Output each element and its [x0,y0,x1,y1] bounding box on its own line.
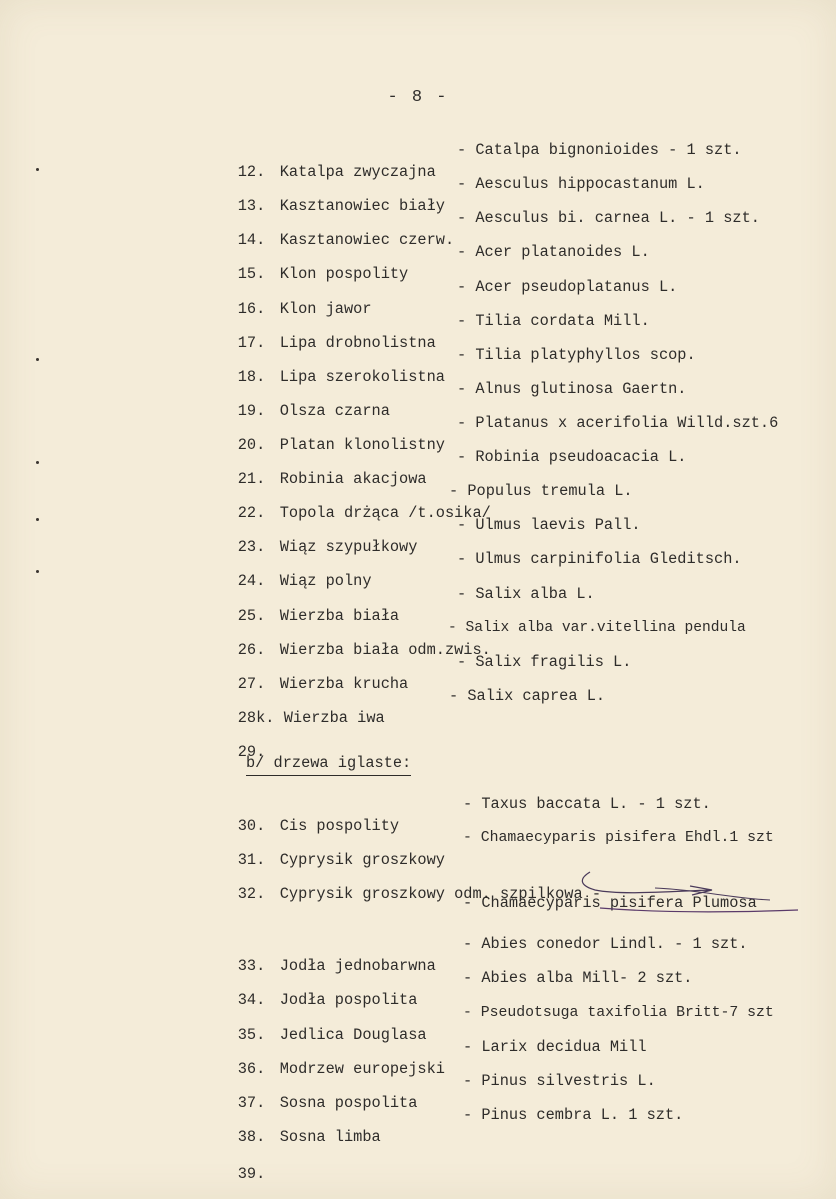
latin-name: - Salix alba var.vitellina pendula [448,620,746,636]
section-heading: b/ drzewa iglaste: [246,752,411,776]
polish-name: Katalpa zwyczajna [279,163,436,181]
polish-name: Robinia akacjowa [279,470,427,488]
margin-dot [36,358,39,361]
latin-name: - Catalpa bignonioides - 1 szt. [457,141,742,159]
polish-name: Jodła jednobarwna [279,957,436,975]
list-item [201,207,760,249]
list-item [201,1002,774,1044]
entry-number: 32. [237,885,266,903]
latin-name: - Populus tremula L. [449,482,633,500]
polish-name: Cyprysik groszkowy [279,851,445,869]
entry-number: 18. [237,368,266,386]
entry-number: 34. [237,991,266,1009]
polish-name: Jodła pospolita [279,991,418,1009]
list-item [201,1070,656,1112]
entry-number: 23. [237,538,266,556]
entry-number: 13. [237,197,266,215]
entry-number: 22. [237,504,266,522]
list-item [201,310,650,352]
latin-name: - Salix alba L. [457,585,595,603]
margin-dot [36,570,39,573]
list-item [201,173,705,215]
list-item [201,514,641,556]
latin-name: - Chamaecyparis pisifera Ehdl.1 szt [463,830,774,846]
list-item [201,412,779,454]
polish-name: Topola drżąca /t.osika/ [279,504,491,522]
entry-number: 35. [237,1026,266,1044]
latin-name: - Platanus x acerifolia Willd.szt.6 [457,414,779,432]
list-item [201,139,742,181]
entry-number: 14. [237,231,266,249]
page-number: - 8 - [387,88,449,107]
polish-name: Sosna pospolita [279,1094,418,1112]
polish-name: Kasztanowiec czerw. [279,231,455,249]
list-item [201,617,746,659]
entry-number: 21. [237,470,266,488]
latin-name: - Robinia pseudoacacia L. [457,448,687,466]
latin-name: - Abies alba Mill- 2 szt. [463,969,693,987]
latin-name: - Taxus baccata L. - 1 szt. [463,795,711,813]
entry-number: 36. [237,1060,266,1078]
polish-name: Wiąz polny [279,572,372,590]
latin-name: - Pinus silvestris L. [463,1072,656,1090]
polish-name: Klon pospolity [279,265,409,283]
list-item [201,378,687,420]
polish-name: Wierzba krucha [279,675,409,693]
list-item [201,276,678,318]
latin-name: - Alnus glutinosa Gaertn. [457,380,687,398]
polish-name: Klon jawor [279,300,372,318]
margin-dot [36,168,39,171]
list-item [201,548,742,590]
margin-dot [36,461,39,464]
polish-name: Wierzba iwa [283,709,385,727]
latin-name: - Acer platanoides L. [457,243,650,261]
list-item [201,827,774,869]
entry-number: 24. [237,572,266,590]
entry-32-continuation: - Chamaecyparis pisifera Plumosa [463,894,757,912]
entry-number: 30. [237,817,266,835]
entry-number: 25. [237,607,266,625]
list-item [201,685,606,727]
latin-name: - Salix fragilis L. [457,653,632,671]
entry-number: 20. [237,436,266,454]
latin-name: - Abies conedor Lindl. - 1 szt. [463,935,748,953]
entry-number: 37. [237,1094,266,1112]
list-item [201,480,633,522]
polish-name: Jedlica Douglasa [279,1026,427,1044]
list-item [201,719,280,761]
entry-number: 12. [237,163,266,181]
entry-number: 16. [237,300,266,318]
polish-name: Lipa szerokolistna [279,368,445,386]
entry-number: 38. [237,1128,266,1146]
list-item [201,967,693,1009]
latin-name: - Ulmus laevis Pall. [457,516,641,534]
list-item [201,446,687,488]
polish-name: Olsza czarna [279,402,390,420]
entry-number: 29. [237,743,266,761]
entry-number: 33. [237,957,266,975]
latin-name: - Tilia cordata Mill. [457,312,650,330]
list-item [201,241,650,283]
list-item [201,583,595,625]
latin-name: - Pseudotsuga taxifolia Britt-7 szt [463,1005,774,1021]
list-item [201,861,602,903]
polish-name: Modrzew europejski [279,1060,445,1078]
polish-name: Platan klonolistny [279,436,445,454]
entry-number: 26. [237,641,266,659]
latin-name: - Pinus cembra L. 1 szt. [463,1106,684,1124]
list-item [201,651,632,693]
latin-name: - Acer pseudoplatanus L. [457,278,678,296]
entry-number: 31. [237,851,266,869]
entry-number: 28k. [237,709,275,727]
margin-dot [36,518,39,521]
latin-name: - Tilia platyphyllos scop. [457,346,696,364]
entry-number: 17. [237,334,266,352]
latin-name: - Salix caprea L. [449,687,606,705]
latin-name: - Ulmus carpinifolia Gleditsch. [457,550,742,568]
list-item [201,1141,280,1183]
list-item [201,1036,647,1078]
polish-name: Kasztanowiec biały [279,197,445,215]
list-item [201,344,696,386]
polish-name: Wiąz szypułkowy [279,538,418,556]
latin-name: - Larix decidua Mill [463,1038,647,1056]
list-item [201,1104,684,1146]
entry-number: 15. [237,265,266,283]
polish-name: Wierzba biała [279,607,400,625]
polish-name: Cis pospolity [279,817,400,835]
entry-number: 19. [237,402,266,420]
entry-number: 39. [237,1165,266,1183]
latin-name: - Aesculus hippocastanum L. [457,175,705,193]
polish-name: Wierzba biała odm.zwis. [279,641,491,659]
polish-name: Lipa drobnolistna [279,334,436,352]
polish-name: Sosna limba [279,1128,381,1146]
latin-name: - Aesculus bi. carnea L. - 1 szt. [457,209,760,227]
entry-number: 27. [237,675,266,693]
list-item [201,793,711,835]
list-item [201,933,748,975]
polish-name: Cyprysik groszkowy odm. szpilkowa - [279,885,602,903]
